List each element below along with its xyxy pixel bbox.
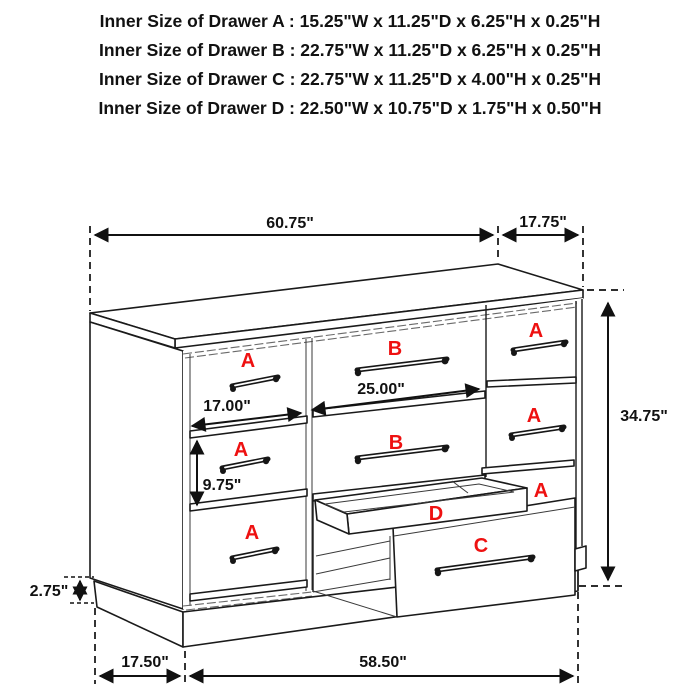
right-edge-bracket (575, 546, 586, 571)
label-drawer-a-left-top: A (240, 350, 256, 372)
spec-line-drawer-b: Inner Size of Drawer B : 22.75"W x 11.25"D x 6.25"H x 0.25"H (98, 40, 602, 60)
dimension-drawer-b-width-value: 25.00" (357, 381, 405, 398)
dimension-base-side-depth (100, 654, 180, 676)
dimension-base-front-width (190, 654, 573, 676)
dimension-base-height-value: 2.75" (29, 583, 69, 600)
label-drawer-a-right-top: A (528, 320, 544, 342)
spec-line-drawer-a: Inner Size of Drawer A : 15.25"W x 11.25"D x 6.25"H x 0.25"H (99, 11, 601, 31)
dimension-base-front-width-value: 58.50" (359, 654, 407, 671)
label-drawer-a-right-lower: A (533, 480, 549, 502)
dimension-drawer-a-height-value: 9.75" (202, 477, 242, 494)
dimension-base-height (30, 581, 80, 600)
dimension-overall-height (608, 303, 668, 580)
dimension-top-width (95, 215, 493, 235)
label-drawer-a-left-bottom: A (244, 522, 260, 544)
dimension-drawer-a-width-value: 17.00" (203, 398, 251, 415)
left-side-panel (90, 322, 183, 609)
spec-line-drawer-c: Inner Size of Drawer C : 22.75"W x 11.25"D x 4.00"H x 0.25"H (98, 69, 602, 89)
label-drawer-c: C (473, 535, 489, 557)
spec-line-drawer-d: Inner Size of Drawer D : 22.50"W x 10.75"D x 1.75"H x 0.50"H (98, 98, 602, 118)
label-drawer-a-left-middle: A (233, 439, 249, 461)
dimension-top-depth (503, 214, 578, 235)
dimension-base-side-depth-value: 17.50" (121, 654, 169, 671)
label-tray-d: D (428, 503, 444, 525)
dimension-overall-height-value: 34.75" (620, 408, 668, 425)
label-drawer-b-top: B (387, 338, 403, 360)
label-drawer-b-middle: B (388, 432, 404, 454)
dimension-top-depth-value: 17.75" (519, 214, 567, 231)
label-drawer-a-right-middle: A (526, 405, 542, 427)
dimension-top-width-value: 60.75" (266, 215, 314, 232)
